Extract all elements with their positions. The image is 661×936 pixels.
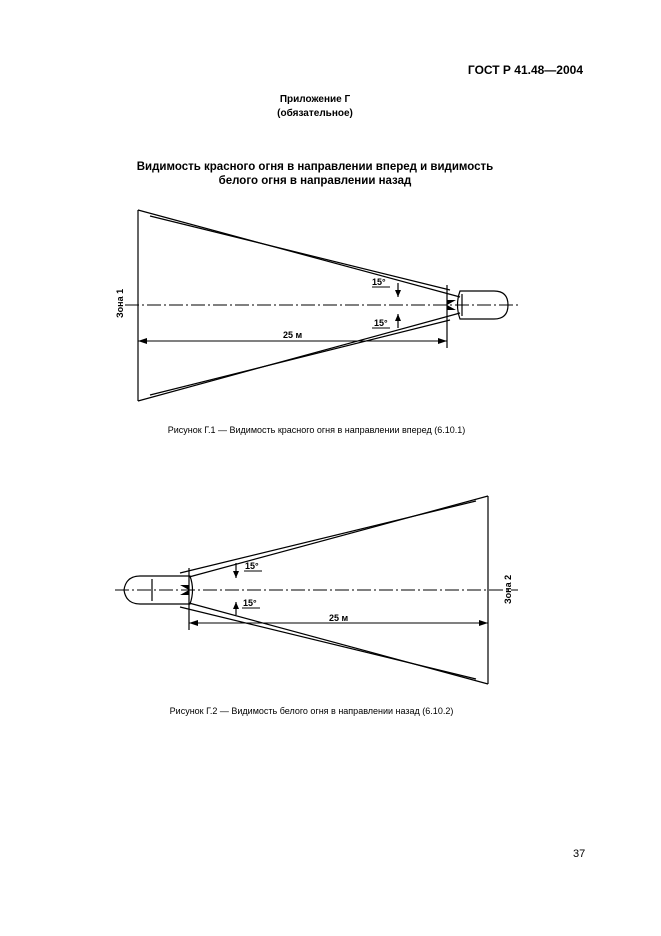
document-header: ГОСТ Р 41.48—2004 (467, 63, 583, 77)
distance-label: 25 м (283, 330, 303, 340)
angle-arrow-bottom (233, 602, 239, 609)
appendix-status: (обязательное) (277, 108, 353, 119)
dimension-arrow-right (479, 620, 488, 626)
page-number: 37 (573, 848, 586, 860)
section-title-line2: белого огня в направлении назад (218, 175, 412, 187)
dimension-arrow-left (189, 620, 198, 626)
figure-1-caption: Рисунок Г.1 — Видимость красного огня в направлении вперед (6.10.1) (167, 425, 466, 435)
lamp-ray-bottom (180, 590, 189, 595)
angle-label-top: 15° (372, 277, 386, 287)
lamp-ray-top (180, 585, 189, 590)
angle-label-bottom: 15° (243, 598, 257, 608)
distance-label: 25 м (329, 613, 349, 623)
angle-label-top: 15° (245, 561, 259, 571)
figure-2-caption: Рисунок Г.2 — Видимость белого огня в направлении назад (6.10.2) (169, 706, 454, 716)
sector-line-inner-top (180, 501, 476, 573)
zone-label: Зона 1 (115, 288, 125, 318)
appendix-title: Приложение Г (279, 94, 351, 105)
sector-line-outer-top (189, 496, 488, 577)
zone-label: Зона 2 (503, 574, 513, 604)
angle-arrow-top (233, 571, 239, 578)
angle-label-bottom: 15° (374, 318, 388, 328)
sector-line-inner-bottom (180, 607, 476, 679)
section-title-line1: Видимость красного огня в направлении вперед и видимость (136, 161, 494, 173)
